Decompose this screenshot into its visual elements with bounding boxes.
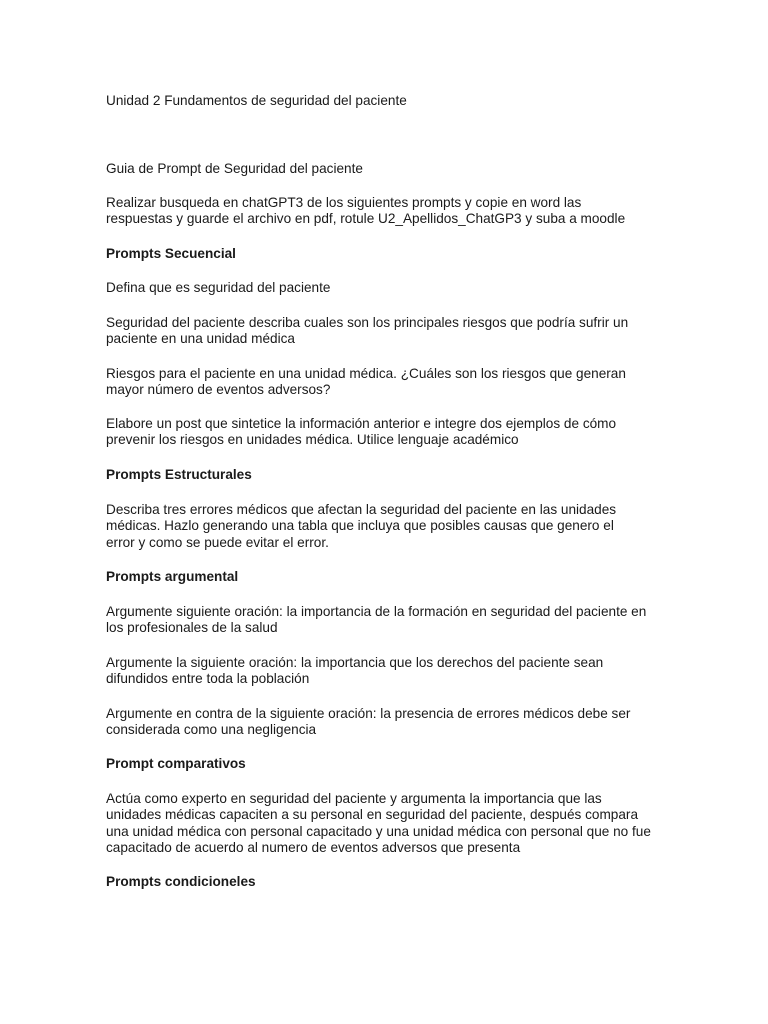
document-title: Unidad 2 Fundamentos de seguridad del paciente (106, 93, 407, 108)
paragraph-line: una unidad médica con personal capacitado y una unidad médica con personal que no fue (106, 824, 651, 839)
paragraph-line: capacitado de acuerdo al numero de eventos adversos que presenta (106, 840, 521, 855)
instructions-line: Realizar busqueda en chatGPT3 de los siguientes prompts y copie en word las (106, 195, 582, 210)
paragraph-line: Defina que es seguridad del paciente (106, 280, 331, 295)
paragraph-line: error y como se puede evitar el error. (106, 535, 329, 550)
paragraph-line: unidades médicas capaciten a su personal en seguridad del paciente, después compara (106, 807, 639, 822)
paragraph-line: difundidos entre toda la población (106, 671, 310, 686)
paragraph-line: Actúa como experto en seguridad del paciente y argumenta la importancia que las (106, 791, 602, 806)
section-heading: Prompts argumental (106, 569, 239, 584)
paragraph-line: Riesgos para el paciente en una unidad médica. ¿Cuáles son los riesgos que generan (106, 366, 626, 381)
paragraph-line: Argumente en contra de la siguiente oración: la presencia de errores médicos debe ser (106, 706, 631, 721)
paragraph-line: mayor número de eventos adversos? (106, 382, 331, 397)
instructions-line: respuestas y guarde el archivo en pdf, rotule U2_Apellidos_ChatGP3 y suba a moodle (106, 211, 626, 226)
paragraph-line: Argumente la siguiente oración: la importancia que los derechos del paciente sean (106, 655, 604, 670)
paragraph-line: prevenir los riesgos en unidades médica. Utilice lenguaje académico (106, 432, 519, 447)
section-heading: Prompts condicioneles (106, 874, 256, 889)
paragraph-line: los profesionales de la salud (106, 620, 278, 635)
document-subtitle: Guia de Prompt de Seguridad del paciente (106, 161, 363, 176)
paragraph-line: Elabore un post que sintetice la información anterior e integre dos ejemplos de cómo (106, 416, 617, 431)
paragraph-line: paciente en una unidad médica (106, 331, 295, 346)
section-heading: Prompts Estructurales (106, 467, 252, 482)
paragraph-line: médicas. Hazlo generando una tabla que incluya que posibles causas que genero el (106, 518, 614, 533)
paragraph-line: Describa tres errores médicos que afectan la seguridad del paciente en las unidades (106, 502, 617, 517)
section-heading: Prompt comparativos (106, 756, 246, 771)
paragraph-line: Argumente siguiente oración: la importancia de la formación en seguridad del paciente en (106, 604, 647, 619)
paragraph-line: considerada como una negligencia (106, 722, 317, 737)
paragraph-line: Seguridad del paciente describa cuales son los principales riesgos que podría sufrir un (106, 315, 629, 330)
section-heading: Prompts Secuencial (106, 246, 236, 261)
